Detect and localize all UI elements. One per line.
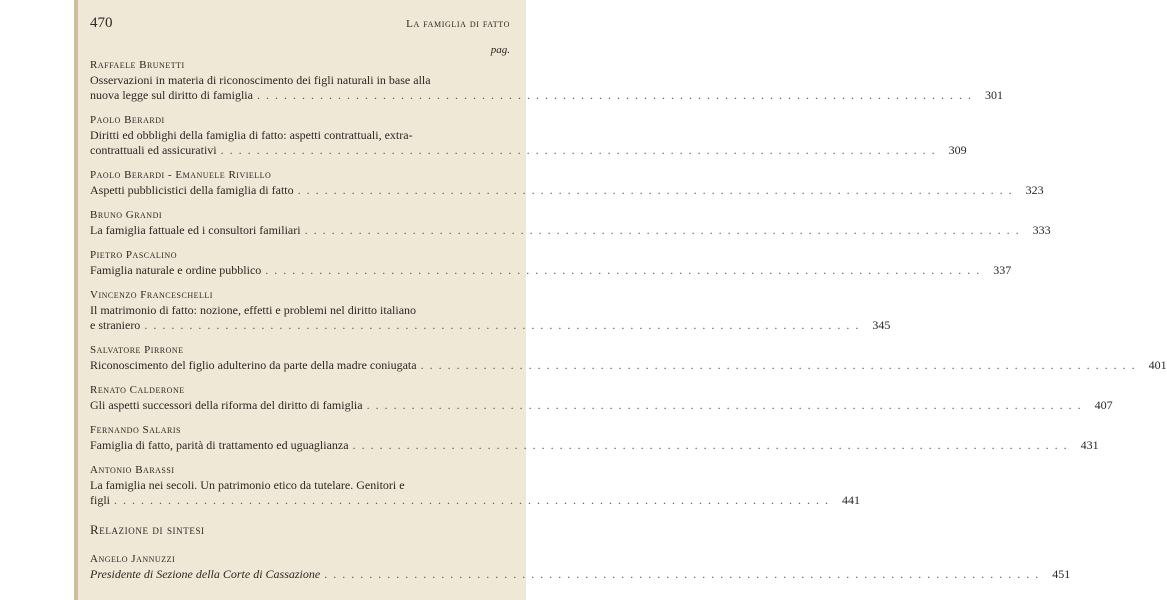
entry-author: Pietro Pascalino bbox=[90, 249, 177, 261]
toc-entry bbox=[90, 58, 1003, 103]
entry-title: Presidente di Sezione della Corte di Cassazione bbox=[90, 567, 321, 581]
entry-author: Antonio Barassi bbox=[90, 464, 175, 476]
entry-page: 333 bbox=[1032, 223, 1051, 237]
entry-title-line bbox=[90, 88, 1003, 103]
entry-title-line bbox=[90, 438, 1099, 453]
dot-leader: ................................................................................ bbox=[297, 183, 1018, 197]
running-title: La famiglia di fatto bbox=[406, 18, 510, 30]
entry-author: Salvatore Pirrone bbox=[90, 344, 184, 356]
entry-author: Paolo Berardi bbox=[90, 114, 165, 126]
entry-title-line: Osservazioni in materia di riconoscimento dei figli naturali in base alla bbox=[90, 73, 431, 87]
entry-title-line bbox=[90, 143, 967, 158]
entry-title-line bbox=[90, 398, 1113, 413]
entry-title: nuova legge sul diritto di famiglia bbox=[90, 88, 253, 102]
toc-entry bbox=[90, 383, 1113, 413]
entry-page: 407 bbox=[1094, 398, 1113, 412]
table-of-contents bbox=[90, 58, 1167, 518]
entry-page: 301 bbox=[984, 88, 1003, 102]
toc-entry bbox=[90, 113, 967, 158]
pag-label: pag. bbox=[490, 44, 510, 56]
dot-leader: ................................................................................ bbox=[352, 438, 1073, 452]
dot-leader: ................................................................................ bbox=[114, 493, 834, 507]
entry-page: 441 bbox=[842, 493, 860, 507]
entry-title: contrattuali ed assicurativi bbox=[90, 143, 217, 157]
entry-author: Renato Calderone bbox=[90, 384, 185, 396]
entry-title-line bbox=[90, 318, 891, 333]
entry-title-line bbox=[90, 493, 860, 508]
entry-title: Famiglia di fatto, parità di trattamento ed uguaglianza bbox=[90, 438, 349, 452]
entry-title: Aspetti pubblicistici della famiglia di fatto bbox=[90, 183, 294, 197]
entry-author: Vincenzo Franceschelli bbox=[90, 289, 213, 301]
toc-entry-final bbox=[90, 552, 1071, 582]
toc-entry bbox=[90, 463, 860, 508]
dot-leader: ................................................................................ bbox=[265, 263, 986, 277]
dot-leader: ................................................................................ bbox=[420, 358, 1141, 372]
dot-leader: ................................................................................ bbox=[220, 143, 941, 157]
page-number: 470 bbox=[90, 15, 113, 31]
entry-page: 401 bbox=[1148, 358, 1167, 372]
entry-author: Paolo Berardi - Emanuele Riviello bbox=[90, 169, 272, 181]
dot-leader: ................................................................................ bbox=[366, 398, 1087, 412]
entry-title: La famiglia fattuale ed i consultori familiari bbox=[90, 223, 301, 237]
entry-title: figli bbox=[90, 493, 110, 507]
book-page bbox=[74, 0, 1167, 600]
entry-page: 345 bbox=[872, 318, 891, 332]
entry-title-line bbox=[90, 567, 1071, 582]
toc-entry bbox=[90, 168, 1044, 198]
entry-title-line: La famiglia nei secoli. Un patrimonio etico da tutelare. Genitori e bbox=[90, 478, 405, 492]
section-title: Relazione di sintesi bbox=[90, 522, 205, 537]
entry-title-line: Diritti ed obblighi della famiglia di fatto: aspetti contrattuali, extra- bbox=[90, 128, 413, 142]
entry-author: Fernando Salaris bbox=[90, 424, 181, 436]
entry-title: e straniero bbox=[90, 318, 141, 332]
page-gutter bbox=[74, 0, 78, 600]
dot-leader: ................................................................................ bbox=[324, 567, 1045, 581]
entry-title-line bbox=[90, 263, 1012, 278]
entry-page: 337 bbox=[993, 263, 1012, 277]
dot-leader: ................................................................................ bbox=[304, 223, 1025, 237]
entry-page: 323 bbox=[1025, 183, 1044, 197]
toc-entry bbox=[90, 423, 1099, 453]
toc-entry bbox=[90, 288, 891, 333]
toc-entry bbox=[90, 248, 1012, 278]
entry-page: 431 bbox=[1080, 438, 1099, 452]
entry-title-line bbox=[90, 183, 1044, 198]
toc-entry bbox=[90, 208, 1051, 238]
entry-page: 451 bbox=[1052, 567, 1071, 581]
entry-title: Famiglia naturale e ordine pubblico bbox=[90, 263, 262, 277]
entry-title-line bbox=[90, 223, 1051, 238]
entry-author: Raffaele Brunetti bbox=[90, 59, 185, 71]
dot-leader: ................................................................................ bbox=[256, 88, 977, 102]
entry-author: Angelo Jannuzzi bbox=[90, 553, 176, 565]
entry-title-line bbox=[90, 358, 1167, 373]
toc-entry bbox=[90, 343, 1167, 373]
dot-leader: ................................................................................ bbox=[144, 318, 865, 332]
entry-title-line: Il matrimonio di fatto: nozione, effetti e problemi nel diritto italiano bbox=[90, 303, 417, 317]
entry-page: 309 bbox=[948, 143, 967, 157]
entry-title: Gli aspetti successori della riforma del diritto di famiglia bbox=[90, 398, 363, 412]
entry-author: Bruno Grandi bbox=[90, 209, 163, 221]
entry-title: Riconoscimento del figlio adulterino da parte della madre coniugata bbox=[90, 358, 417, 372]
